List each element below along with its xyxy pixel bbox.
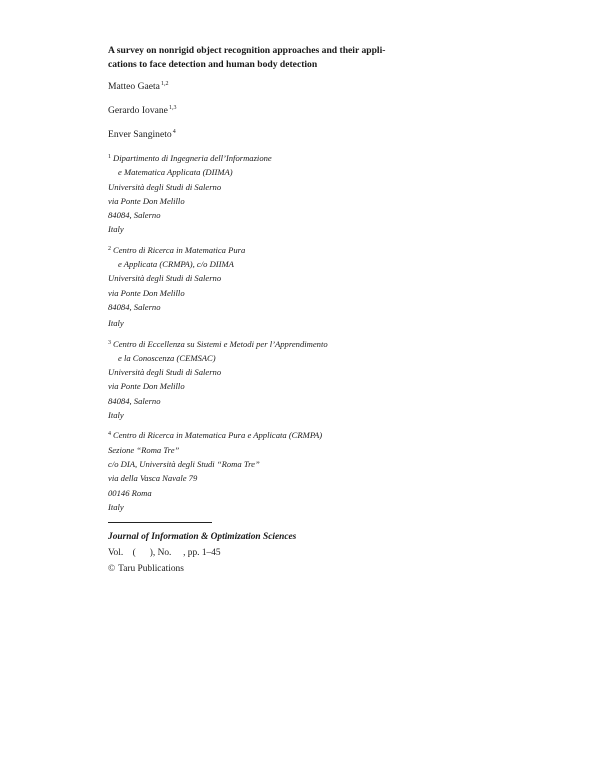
affiliation-line: via della Vasca Navale 79 (108, 473, 198, 484)
affiliation-line: $^3$ Centro di Eccellenza su Sistemi e Metodi per l’Apprendimento (108, 338, 328, 349)
volume-line: Vol. ( ), No. , pp. 1–45 (108, 548, 221, 559)
author-1 (108, 78, 468, 93)
author-affiliation-mark: 1,3 (168, 105, 177, 111)
affiliation-mark: 1 (108, 154, 111, 160)
author-affiliation-mark: 1,2 (160, 81, 169, 87)
affiliation-line: Università degli Studi di Salerno (108, 181, 222, 192)
paper-first-page (108, 44, 468, 577)
affiliation-line: 84084, Salerno (108, 210, 161, 221)
affiliation-line: Università degli Studi di Salerno (108, 273, 222, 284)
affiliation-line: 84084, Salerno (108, 301, 161, 312)
affiliation-3 (108, 336, 468, 423)
affiliation-2 (108, 242, 468, 331)
author-name: Matteo Gaeta (108, 81, 160, 92)
affiliation-line: via Ponte Don Melillo (108, 381, 185, 392)
affiliation-1 (108, 150, 468, 237)
affiliation-line: c/o DIA, Università degli Studi “Roma Tre” (108, 458, 260, 469)
author-name: Gerardo Iovane (108, 105, 168, 116)
publisher-name: Taru Publications (118, 564, 184, 575)
footnote-rule (108, 522, 212, 523)
affiliation-line: $^1$ Dipartimento di Ingegneria dell’Informazione (108, 153, 272, 163)
affiliation-line: 84084, Salerno (108, 395, 161, 406)
author-2 (108, 102, 468, 117)
affiliation-line: Italy (108, 501, 124, 512)
affiliation-line: $^2$ Centro di Ricerca in Matematica Pura (108, 244, 246, 255)
affiliation-line: 00146 Roma (108, 487, 152, 498)
affiliation-line: e Matematica Applicata (DIIMA) (118, 167, 233, 178)
affiliation-line: Italy (108, 318, 124, 329)
affiliation-line: via Ponte Don Melillo (108, 195, 185, 206)
affiliation-mark: 4 (108, 431, 111, 438)
affiliation-line: Italy (108, 410, 124, 421)
author-3 (108, 126, 468, 141)
title-line-2: cations to face detection and human body detection (108, 59, 318, 70)
affiliation-line: Università degli Studi di Salerno (108, 367, 222, 378)
author-name: Enver Sangineto (108, 129, 172, 140)
affiliation-line: e Applicata (CRMPA), c/o DIIMA (118, 259, 234, 270)
publisher-line (108, 561, 468, 577)
affiliation-line: Sezione “Roma Tre” (108, 444, 180, 455)
affiliation-line: Italy (108, 224, 124, 235)
affiliation-line: via Ponte Don Melillo (108, 287, 185, 298)
affiliation-line: $^4$ Centro di Ricerca in Matematica Pura e Applicata (CRMPA) (108, 430, 323, 441)
affiliation-mark: 2 (108, 245, 111, 252)
affiliation-line: e la Conoscenza (CEMSAC) (118, 352, 216, 363)
affiliation-4 (108, 427, 468, 514)
author-affiliation-mark: 4 (172, 129, 176, 135)
journal-name: Journal of Information & Optimization Sciences (108, 532, 297, 543)
title-line-1: A survey on nonrigid object recognition approaches and their appli- (108, 45, 386, 56)
affiliation-mark: 3 (108, 339, 111, 346)
copyright-icon: © (108, 564, 116, 575)
paper-title (108, 44, 468, 72)
